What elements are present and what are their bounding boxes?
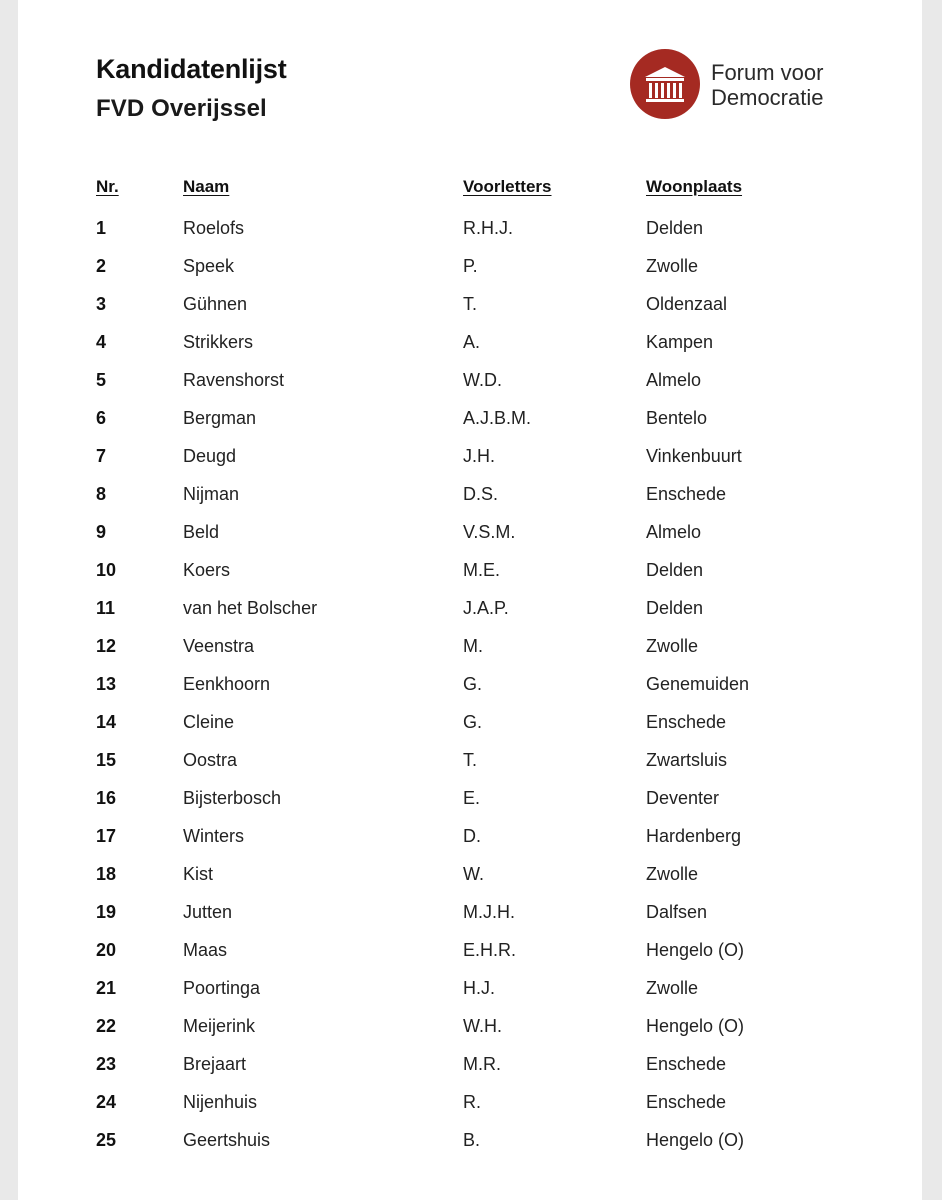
table-row — [18, 597, 922, 635]
cell-voorletters: B. — [463, 1130, 481, 1150]
cell-voorletters: D. — [463, 826, 481, 846]
table-row — [18, 483, 922, 521]
table-row — [18, 445, 922, 483]
table-row — [18, 217, 922, 255]
header-nr: Nr. — [96, 177, 119, 196]
cell-naam: Cleine — [183, 712, 235, 732]
table-row — [18, 863, 922, 901]
cell-nr: 1 — [96, 218, 107, 238]
cell-naam: Roelofs — [183, 218, 245, 238]
table-row — [18, 901, 922, 939]
cell-woonplaats: Hengelo (O) — [646, 1130, 745, 1150]
cell-nr: 6 — [96, 408, 107, 428]
cell-voorletters: P. — [463, 256, 478, 276]
temple-icon — [629, 48, 701, 120]
table-row — [18, 331, 922, 369]
cell-nr: 7 — [96, 446, 107, 466]
cell-nr: 25 — [96, 1130, 117, 1150]
table-row — [18, 1015, 922, 1053]
header-naam: Naam — [183, 177, 230, 196]
cell-naam: Bijsterbosch — [183, 788, 282, 808]
cell-nr: 5 — [96, 370, 107, 390]
cell-woonplaats: Deventer — [646, 788, 720, 808]
table-row — [18, 521, 922, 559]
cell-woonplaats: Almelo — [646, 522, 702, 542]
cell-woonplaats: Delden — [646, 218, 704, 238]
cell-naam: Kist — [183, 864, 214, 884]
cell-nr: 8 — [96, 484, 107, 504]
table-row — [18, 711, 922, 749]
cell-nr: 17 — [96, 826, 117, 846]
cell-voorletters: E. — [463, 788, 481, 808]
cell-voorletters: J.H. — [463, 446, 496, 466]
cell-woonplaats: Enschede — [646, 484, 727, 504]
cell-nr: 19 — [96, 902, 117, 922]
cell-naam: Winters — [183, 826, 245, 846]
cell-naam: Meijerink — [183, 1016, 256, 1036]
cell-voorletters: T. — [463, 294, 478, 314]
cell-voorletters: E.H.R. — [463, 940, 517, 960]
cell-naam: Poortinga — [183, 978, 261, 998]
header-voorletters: Voorletters — [463, 177, 552, 196]
cell-voorletters: J.A.P. — [463, 598, 509, 618]
party-logo — [629, 48, 859, 122]
table-row — [18, 825, 922, 863]
cell-woonplaats: Delden — [646, 598, 704, 618]
cell-nr: 12 — [96, 636, 117, 656]
cell-nr: 13 — [96, 674, 117, 694]
cell-nr: 22 — [96, 1016, 117, 1036]
table-row — [18, 673, 922, 711]
cell-naam: van het Bolscher — [183, 598, 318, 618]
table-row — [18, 1129, 922, 1167]
table-row — [18, 787, 922, 825]
cell-naam: Eenkhoorn — [183, 674, 271, 694]
table-row — [18, 255, 922, 293]
cell-voorletters: M.J.H. — [463, 902, 515, 922]
cell-woonplaats: Zwolle — [646, 256, 699, 276]
cell-nr: 10 — [96, 560, 117, 580]
cell-naam: Beld — [183, 522, 220, 542]
table-row — [18, 977, 922, 1015]
cell-woonplaats: Enschede — [646, 1054, 727, 1074]
cell-nr: 14 — [96, 712, 117, 732]
cell-woonplaats: Vinkenbuurt — [646, 446, 742, 466]
table-row — [18, 407, 922, 445]
cell-naam: Bergman — [183, 408, 257, 428]
cell-naam: Maas — [183, 940, 228, 960]
logo-line-2: Democratie — [711, 85, 824, 110]
cell-naam: Koers — [183, 560, 231, 580]
cell-voorletters: W.D. — [463, 370, 502, 390]
cell-naam: Oostra — [183, 750, 238, 770]
table-row — [18, 1091, 922, 1129]
cell-woonplaats: Delden — [646, 560, 704, 580]
cell-voorletters: M.E. — [463, 560, 501, 580]
cell-voorletters: R.H.J. — [463, 218, 514, 238]
cell-naam: Gühnen — [183, 294, 248, 314]
cell-woonplaats: Zwolle — [646, 864, 699, 884]
table-row — [18, 1053, 922, 1091]
cell-woonplaats: Hengelo (O) — [646, 940, 745, 960]
cell-voorletters: D.S. — [463, 484, 499, 504]
table-row — [18, 293, 922, 331]
logo-wordmark — [711, 60, 823, 110]
table-row — [18, 749, 922, 787]
cell-nr: 23 — [96, 1054, 117, 1074]
cell-voorletters: G. — [463, 712, 483, 732]
cell-voorletters: T. — [463, 750, 478, 770]
cell-voorletters: M.R. — [463, 1054, 501, 1074]
cell-woonplaats: Enschede — [646, 1092, 727, 1112]
cell-nr: 2 — [96, 256, 107, 276]
cell-voorletters: W.H. — [463, 1016, 502, 1036]
cell-nr: 15 — [96, 750, 117, 770]
logo-line-1: Forum voor — [711, 60, 824, 85]
cell-woonplaats: Kampen — [646, 332, 714, 352]
cell-nr: 11 — [96, 598, 116, 618]
cell-woonplaats: Almelo — [646, 370, 702, 390]
cell-woonplaats: Zwolle — [646, 978, 699, 998]
page-title: Kandidatenlijst — [96, 54, 287, 84]
cell-voorletters: A. — [463, 332, 481, 352]
cell-voorletters: V.S.M. — [463, 522, 516, 542]
cell-nr: 24 — [96, 1092, 117, 1112]
header-woonplaats: Woonplaats — [646, 177, 743, 196]
table-row — [18, 559, 922, 597]
cell-nr: 21 — [96, 978, 117, 998]
cell-naam: Nijman — [183, 484, 240, 504]
cell-naam: Nijenhuis — [183, 1092, 258, 1112]
cell-woonplaats: Enschede — [646, 712, 727, 732]
document-page — [18, 0, 922, 1200]
cell-nr: 9 — [96, 522, 107, 542]
cell-voorletters: G. — [463, 674, 483, 694]
cell-voorletters: W. — [463, 864, 484, 884]
cell-naam: Speek — [183, 256, 235, 276]
cell-nr: 4 — [96, 332, 107, 352]
page-subtitle: FVD Overijssel — [96, 95, 267, 122]
cell-voorletters: M. — [463, 636, 483, 656]
cell-woonplaats: Hengelo (O) — [646, 1016, 745, 1036]
cell-naam: Deugd — [183, 446, 237, 466]
cell-woonplaats: Zwolle — [646, 636, 699, 656]
cell-voorletters: R. — [463, 1092, 481, 1112]
cell-woonplaats: Oldenzaal — [646, 294, 728, 314]
cell-woonplaats: Zwartsluis — [646, 750, 728, 770]
cell-nr: 16 — [96, 788, 117, 808]
cell-voorletters: H.J. — [463, 978, 496, 998]
cell-naam: Brejaart — [183, 1054, 247, 1074]
table-row — [18, 369, 922, 407]
cell-woonplaats: Genemuiden — [646, 674, 750, 694]
cell-voorletters: A.J.B.M. — [463, 408, 532, 428]
cell-naam: Veenstra — [183, 636, 255, 656]
cell-woonplaats: Hardenberg — [646, 826, 742, 846]
cell-naam: Geertshuis — [183, 1130, 271, 1150]
cell-naam: Jutten — [183, 902, 233, 922]
table-row — [18, 939, 922, 977]
cell-naam: Strikkers — [183, 332, 254, 352]
cell-nr: 20 — [96, 940, 117, 960]
cell-woonplaats: Bentelo — [646, 408, 708, 428]
cell-naam: Ravenshorst — [183, 370, 285, 390]
table-row — [18, 635, 922, 673]
cell-nr: 18 — [96, 864, 117, 884]
cell-nr: 3 — [96, 294, 107, 314]
cell-woonplaats: Dalfsen — [646, 902, 708, 922]
